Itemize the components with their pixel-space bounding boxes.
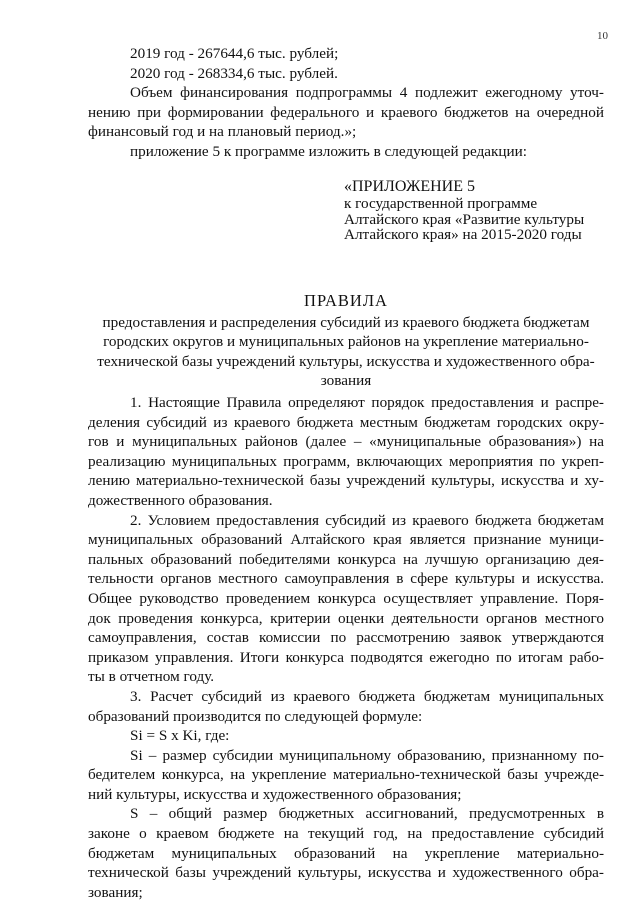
paragraph-1-line: лению материально-технической базы учреждений культуры, искусства и ху- <box>88 472 604 490</box>
text-line: нению при формировании федерального и краевого бюджетов на очередной <box>88 103 604 121</box>
paragraph-2-line: док проведения конкурса, критерии оценки деятельности органов местного <box>88 609 604 627</box>
paragraph-2-line: тельности органов местного самоуправления в сфере культуры и искусства. <box>88 570 604 588</box>
appendix-line: Алтайского края» на 2015-2020 годы <box>344 226 582 243</box>
rules-body <box>88 393 604 902</box>
appendix-line: к государственной программе <box>344 195 538 212</box>
rules-subtitle-line: зования <box>320 372 372 389</box>
paragraph-2-line: Общее руководство проведением конкурса осуществляет управление. Поря- <box>88 589 604 607</box>
paragraph-3-line: образований производится по следующей формуле: <box>88 707 423 725</box>
paragraph-1-line: дожественного образования. <box>88 491 273 509</box>
text-line: Объем финансирования подпрограммы 4 подлежит ежегодному уточ- <box>130 84 604 101</box>
s-definition-line: зования; <box>88 883 143 901</box>
si-definition-line: Si – размер субсидии муниципальному образованию, признанному по- <box>130 746 604 764</box>
text-line: финансовый год и на плановый период.»; <box>88 123 357 140</box>
text-line: 2020 год - 268334,6 тыс. рублей. <box>130 64 338 82</box>
s-definition-line: технической базы учреждений культуры, искусства и художественного обра- <box>88 864 604 882</box>
paragraph-1-line: реализацию муниципальных программ, включающих мероприятия по укреп- <box>88 452 604 470</box>
paragraph-2-line: приказом управления. Итоги конкурса подводятся ежегодно по итогам рабо- <box>88 648 604 666</box>
paragraph-3-line: 3. Расчет субсидий из краевого бюджета бюджетам муниципальных <box>130 687 604 705</box>
paragraph-1-line: деления субсидий из краевого бюджета местным бюджетам городских окру- <box>88 413 604 431</box>
text-line: 2019 год - 267644,6 тыс. рублей; <box>130 45 339 62</box>
s-definition-line: бюджетам муниципальных образований на укрепление материально- <box>88 844 604 862</box>
paragraph-1-line: 1. Настоящие Правила определяют порядок предоставления и распре- <box>130 394 604 411</box>
rules-subtitle-line: городских округов и муниципальных районов на укрепление материально- <box>103 333 589 350</box>
page-number: 10 <box>597 30 608 42</box>
paragraph-2-line: 2. Условием предоставления субсидий из краевого бюджета бюджетам <box>130 511 604 529</box>
rules-title: ПРАВИЛА <box>304 291 388 310</box>
s-definition-line: законе о краевом бюджете на текущий год, на предоставление субсидий <box>88 825 604 843</box>
s-definition-line: S – общий размер бюджетных ассигнований, предусмотренных в <box>130 805 604 823</box>
si-definition-line: бедителем конкурса, на укрепление материально-технической базы учрежде- <box>88 766 604 784</box>
appendix-line: Алтайского края «Развитие культуры <box>344 210 585 228</box>
si-definition-line: ний культуры, искусства и художественного образования; <box>88 785 462 803</box>
rules-subtitle-line: технической базы учреждений культуры, искусства и художественного обра- <box>97 352 595 370</box>
top-section <box>88 44 604 161</box>
rules-subtitle-line: предоставления и распределения субсидий из краевого бюджета бюджетам <box>102 313 590 331</box>
paragraph-1-line: гов и муниципальных районов (далее – «муниципальные образования») на <box>88 433 604 451</box>
text-line: приложение 5 к программе изложить в следующей редакции: <box>130 142 528 160</box>
appendix-header <box>344 178 584 243</box>
formula-line: Si = S x Ki, где: <box>130 727 230 745</box>
paragraph-2-line: самоуправления, состав комиссии по рассмотрению заявок утверждаются <box>88 629 604 647</box>
appendix-title: «ПРИЛОЖЕНИЕ 5 <box>344 178 476 195</box>
paragraph-2-line: ты в отчетном году. <box>88 668 215 686</box>
paragraph-2-line: пальных образований победителями конкурса на лучшую организацию дея- <box>88 550 604 568</box>
rules-title-block <box>88 291 604 391</box>
paragraph-2-line: муниципальных образований Алтайского края является признание муници- <box>88 531 604 549</box>
